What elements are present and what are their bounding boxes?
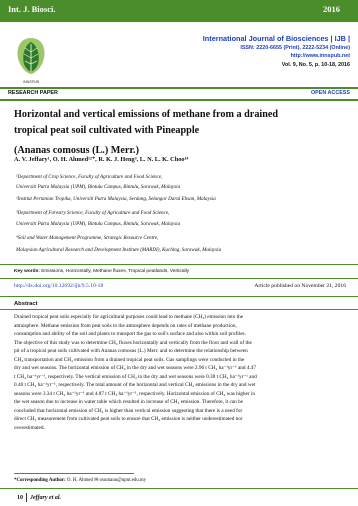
- journal-website-link[interactable]: http://www.innspub.net: [290, 53, 350, 60]
- abstract-line: consumption and ability of the soil and plants to transport the gas to soil's surface and also within soil profiles.: [14, 331, 246, 338]
- corresponding-author: [14, 477, 146, 483]
- keywords: [14, 269, 348, 274]
- abstract-line: CH₄ transportation and CH₄ emission from a drained tropical peat soils. Gas samplings were conducted in the: [14, 356, 245, 363]
- keywords-label: Key words:: [14, 269, 40, 274]
- logo-label: INNSPUB: [23, 80, 39, 84]
- published-date: Article published on November 21, 2016: [254, 283, 346, 289]
- doi-link[interactable]: http://dx.doi.org/10.12692/ijb/9.5.10-18: [14, 283, 104, 289]
- corresponding-label: *Corresponding Author:: [14, 478, 66, 483]
- issn: ISSN: 2220-6655 (Print), 2222-5234 (Online): [240, 45, 350, 51]
- journal-header-bar: [0, 0, 358, 22]
- paper-type: RESEARCH PAPER: [8, 90, 58, 96]
- publication-info: [0, 34, 350, 69]
- keywords-text: Emissions, Horizontally, Methane fluxes, Tropical peatlands, Vertically: [41, 269, 190, 274]
- title-line-2: tropical peat soil cultivated with Pineapple: [14, 125, 200, 136]
- affiliation-1a: ¹Department of Crop Science, Faculty of Agriculture and Food Science,: [16, 174, 163, 180]
- journal-full-title: International Journal of Biosciences | IJB |: [202, 34, 350, 43]
- page-number: 10: [17, 494, 23, 501]
- divider-top: [0, 87, 358, 89]
- abstract-line: direct CH₄ measurement from cultivated peat soils to ensure that CH₄ emission is neither underestimated nor: [14, 416, 243, 423]
- journal-short-name: Int. J. Biosci.: [8, 4, 56, 14]
- abstract-line: t CH₄ ha⁻¹yr⁻¹, respectively. The vertical emission of CH₄ in the dry and wet seasons were 0.38 t CH₄ ha⁻¹yr⁻¹ and: [14, 373, 257, 380]
- abstract-line: atmosphere. Methane emission from peat soils to the atmosphere depends on rates of methane production,: [14, 322, 237, 329]
- title-line-3: (Ananas comosus (L.) Merr.): [14, 145, 139, 156]
- abstract-line: the wet season due to increase in water table which resulted in increase of CH₄ emission. Therefore, it can be: [14, 399, 244, 406]
- abstract-line: pit of a tropical peat soils cultivated with Ananas comosus (L.) Merr. and to determine the relationship between: [14, 348, 248, 355]
- abstract-line: concluded that horizontal emission of CH₄ is higher than vertical emission suggesting that there is a need for: [14, 407, 243, 414]
- divider-bottom: [0, 99, 358, 101]
- running-author: Jeffary et al.: [30, 494, 62, 501]
- divider-abstract-head: [0, 309, 358, 310]
- abstract-line: dry and wet seasons. The horizontal emission of CH₄ in the dry and wet seasons were 2.96 t CH₄ ha⁻¹yr⁻¹ and 4.47: [14, 365, 257, 372]
- title-line-1: Horizontal and vertical emissions of methane from a drained: [14, 109, 279, 120]
- header-year: 2016: [323, 4, 340, 14]
- divider-keywords-bottom: [0, 278, 358, 279]
- abstract-line: seasons were 3.34 t CH₄ ha⁻¹yr⁻¹ and 4.87 t CH₄ ha⁻¹yr⁻¹, respectively. Horizontal emission of CH₄ was higher in: [14, 390, 255, 397]
- divider-abstract-top: [0, 296, 358, 297]
- corresponding-contact: O. H. Ahmed ✉ osumanu@upm.edu.my: [66, 478, 147, 483]
- footnote-rule: [14, 473, 134, 474]
- abstract-body: [14, 313, 347, 432]
- paper-title: [14, 107, 348, 159]
- abstract-line: overestimated.: [14, 424, 45, 431]
- footer-rule: [0, 488, 358, 489]
- page-footer: [17, 493, 61, 502]
- affiliation-1b: Universiti Putra Malaysia (UPM), Bintulu Campus, Bintulu, Sarawak, Malaysia: [16, 184, 181, 190]
- affiliation-4a: ⁴Soil and Water Management Programme, Strategic Resource Centre,: [16, 235, 159, 241]
- affiliation-3a: ³Department of Forestry Science, Faculty of Agriculture and Food Science,: [16, 210, 170, 216]
- abstract-line: The objective of this study was to determine CH₄ fluxes horizontally and vertically from the floor and wall of the: [14, 339, 252, 346]
- volume-info: Vol. 9, No. 5, p. 10-18, 2016: [281, 61, 350, 68]
- affiliation-2: ²Institut Pertanian Tropika, Universiti Putra Malaysia, Serdang, Selangor Darul Ehsan, Malaysia: [16, 196, 216, 202]
- footer-separator: [26, 493, 27, 502]
- divider-keywords-top: [0, 264, 358, 265]
- open-access-label: OPEN ACCESS: [310, 90, 350, 96]
- affiliation-4b: Malaysian Agricultural Research and Development Institute (MARDI), Kuching, Sarawak, Malaysia: [16, 247, 222, 253]
- authors: A. V. Jeffary¹, O. H. Ahmed¹²⁺, R. K. J. Heng³, L. N. L. K. Choo¹⁴: [14, 156, 189, 163]
- abstract-line: 0.40 t CH₄ ha⁻¹yr⁻¹, respectively. The total amount of the horizontal and vertical CH₄ emissions in the dry and wet: [14, 382, 256, 389]
- abstract-line: Drained tropical peat soils especially for agricultural purposes could lead to methane (CH₄) emission into the: [14, 314, 244, 320]
- abstract-heading: Abstract: [14, 301, 38, 307]
- affiliation-3b: Universiti Putra Malaysia (UPM), Bintulu Campus, Bintulu, Sarawak, Malaysia: [16, 221, 181, 227]
